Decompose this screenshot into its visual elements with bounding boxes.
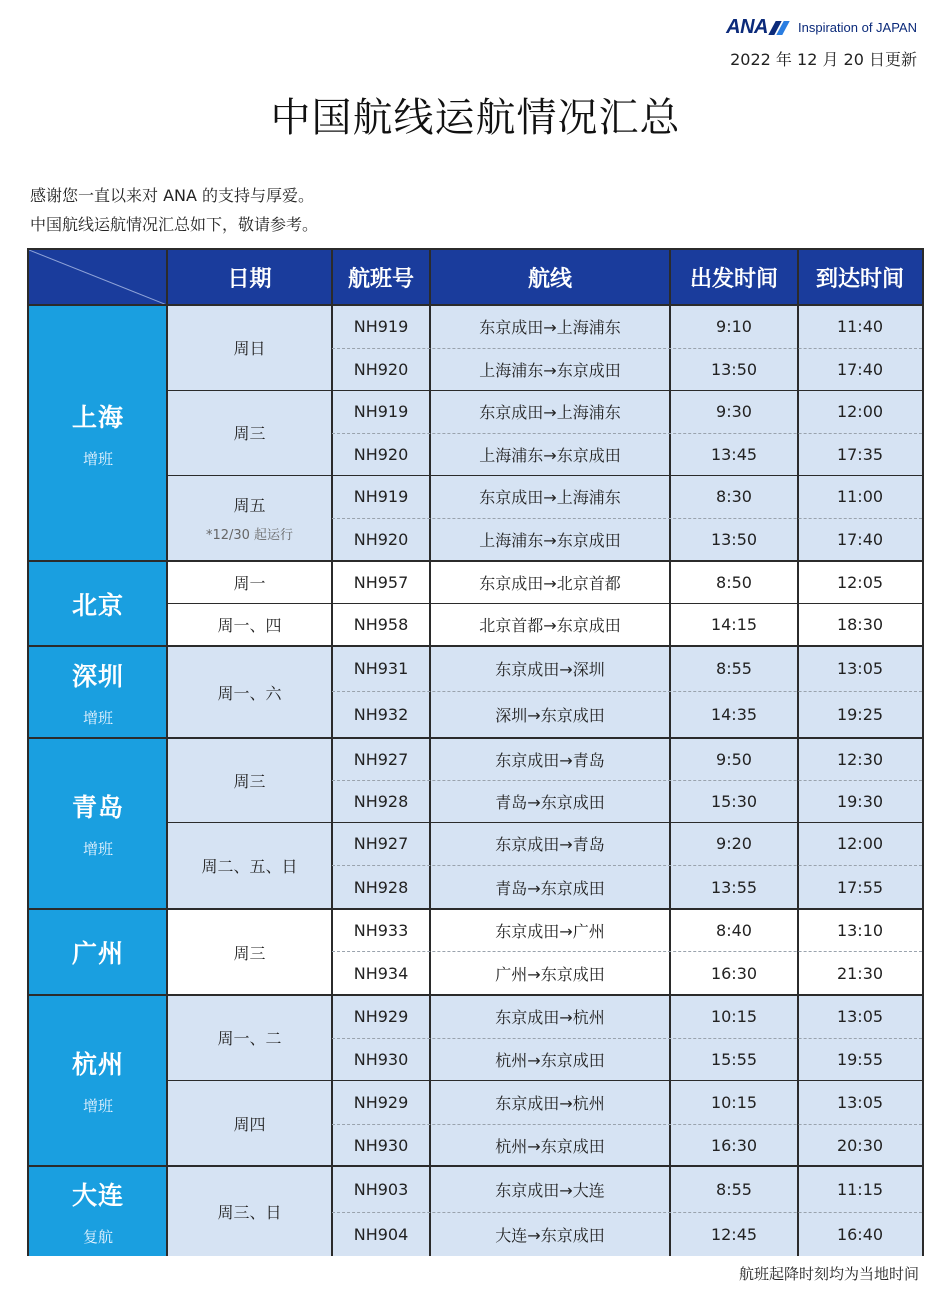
- departure-time-cell: 15:55: [670, 1038, 798, 1080]
- column-header: 航线: [430, 250, 670, 305]
- logo-wordmark: ANA: [726, 16, 769, 38]
- flight-number-cell: NH929: [332, 995, 430, 1038]
- departure-time-cell: 10:15: [670, 995, 798, 1038]
- logo-tagline: Inspiration of JAPAN: [798, 20, 917, 35]
- day-label: 周四: [233, 1114, 266, 1134]
- row-divider: [332, 780, 922, 781]
- flight-number-cell: NH927: [332, 822, 430, 865]
- departure-time-cell: 8:30: [670, 475, 798, 518]
- day-cell: [167, 475, 332, 561]
- route-cell: 东京成田→上海浦东: [430, 475, 670, 518]
- arrival-time-cell: 21:30: [798, 951, 922, 995]
- day-label: 周二、五、日: [201, 857, 298, 876]
- intro-line-1: 感谢您一直以来对 ANA 的支持与厚爱。: [30, 186, 315, 205]
- flight-number-cell: NH920: [332, 433, 430, 475]
- departure-time-cell: 16:30: [670, 1124, 798, 1166]
- city-name: 杭州: [71, 1050, 124, 1079]
- arrival-time-cell: 12:30: [798, 738, 922, 780]
- departure-time-cell: 9:20: [670, 822, 798, 865]
- city-cell: [29, 738, 167, 909]
- day-label: 周三: [233, 424, 266, 443]
- city-divider: [29, 737, 922, 739]
- city-cell: [29, 561, 167, 646]
- city-cell: [29, 305, 167, 561]
- city-tag: 增班: [82, 449, 113, 468]
- arrival-time-cell: 17:40: [798, 518, 922, 561]
- day-cell: [167, 1080, 332, 1166]
- day-label: 周三、日: [217, 1202, 282, 1222]
- day-note: *12/30 起运行: [205, 528, 294, 543]
- schedule-table: [27, 248, 924, 1256]
- departure-time-cell: 9:50: [670, 738, 798, 780]
- day-divider: [167, 390, 922, 391]
- day-divider: [167, 1080, 922, 1081]
- day-cell: [167, 390, 332, 475]
- city-cell: [29, 909, 167, 995]
- arrival-time-cell: 13:05: [798, 1080, 922, 1124]
- column-divider: [669, 250, 671, 1256]
- header-corner: [29, 250, 167, 305]
- route-cell: 东京成田→北京首都: [430, 561, 670, 603]
- departure-time-cell: 13:55: [670, 865, 798, 909]
- route-cell: 上海浦东→东京成田: [430, 433, 670, 475]
- departure-time-cell: 15:30: [670, 780, 798, 822]
- departure-time-cell: 8:55: [670, 1166, 798, 1212]
- departure-time-cell: 8:50: [670, 561, 798, 603]
- city-cell: [29, 1166, 167, 1256]
- departure-time-cell: 13:45: [670, 433, 798, 475]
- column-divider: [797, 250, 799, 1256]
- city-divider: [29, 994, 922, 996]
- route-cell: 深圳→东京成田: [430, 691, 670, 738]
- row-divider: [332, 691, 922, 692]
- city-divider: [29, 645, 922, 647]
- route-cell: 东京成田→杭州: [430, 1080, 670, 1124]
- flight-number-cell: NH929: [332, 1080, 430, 1124]
- route-cell: 青岛→东京成田: [430, 865, 670, 909]
- column-divider: [166, 250, 168, 1256]
- arrival-time-cell: 20:30: [798, 1124, 922, 1166]
- day-cell: [167, 909, 332, 995]
- city-divider: [29, 908, 922, 910]
- day-label: 周一、二: [217, 1029, 282, 1048]
- route-cell: 东京成田→深圳: [430, 646, 670, 691]
- arrival-time-cell: 12:05: [798, 561, 922, 603]
- flight-number-cell: NH920: [332, 518, 430, 561]
- city-name: 大连: [71, 1180, 124, 1210]
- flight-number-cell: NH927: [332, 738, 430, 780]
- day-cell: [167, 738, 332, 822]
- departure-time-cell: 10:15: [670, 1080, 798, 1124]
- footnote: 航班起降时刻均为当地时间: [738, 1265, 919, 1283]
- day-cell: [167, 822, 332, 909]
- day-label: 周一: [233, 573, 266, 593]
- arrival-time-cell: 17:35: [798, 433, 922, 475]
- flight-number-cell: NH919: [332, 305, 430, 348]
- departure-time-cell: 13:50: [670, 348, 798, 390]
- day-label: 周一、六: [217, 683, 282, 703]
- day-label: 周一、四: [217, 616, 282, 635]
- route-cell: 东京成田→青岛: [430, 822, 670, 865]
- city-cell: [29, 646, 167, 738]
- flight-number-cell: NH928: [332, 780, 430, 822]
- day-cell: [167, 995, 332, 1080]
- arrival-time-cell: 17:55: [798, 865, 922, 909]
- row-divider: [332, 865, 922, 866]
- city-tag: 增班: [82, 840, 113, 858]
- row-divider: [332, 348, 922, 349]
- row-divider: [332, 951, 922, 952]
- flight-number-cell: NH930: [332, 1124, 430, 1166]
- city-tag: 增班: [82, 708, 113, 727]
- flight-number-cell: NH919: [332, 475, 430, 518]
- ana-logo: [726, 16, 917, 39]
- arrival-time-cell: 19:25: [798, 691, 922, 738]
- row-divider: [332, 433, 922, 434]
- day-divider: [167, 475, 922, 476]
- day-cell: [167, 1166, 332, 1256]
- departure-time-cell: 14:15: [670, 603, 798, 646]
- intro-line-2: 中国航线运航情况汇总如下，敬请参考。: [30, 215, 319, 234]
- city-name: 上海: [71, 402, 124, 432]
- route-cell: 东京成田→大连: [430, 1166, 670, 1212]
- departure-time-cell: 12:45: [670, 1212, 798, 1256]
- route-cell: 东京成田→杭州: [430, 995, 670, 1038]
- row-divider: [332, 1124, 922, 1125]
- departure-time-cell: 8:55: [670, 646, 798, 691]
- flight-number-cell: NH934: [332, 951, 430, 995]
- flight-number-cell: NH930: [332, 1038, 430, 1080]
- route-cell: 东京成田→广州: [430, 909, 670, 951]
- day-cell: [167, 305, 332, 390]
- arrival-time-cell: 13:05: [798, 646, 922, 691]
- day-label: 周三: [233, 771, 266, 791]
- flight-number-cell: NH957: [332, 561, 430, 603]
- flight-number-cell: NH919: [332, 390, 430, 433]
- flight-number-cell: NH933: [332, 909, 430, 951]
- route-cell: 大连→东京成田: [430, 1212, 670, 1256]
- route-cell: 青岛→东京成田: [430, 780, 670, 822]
- city-divider: [29, 1165, 922, 1167]
- arrival-time-cell: 19:55: [798, 1038, 922, 1080]
- column-header: 日期: [167, 250, 332, 305]
- route-cell: 杭州→东京成田: [430, 1038, 670, 1080]
- route-cell: 东京成田→上海浦东: [430, 390, 670, 433]
- route-cell: 东京成田→上海浦东: [430, 305, 670, 348]
- row-divider: [332, 518, 922, 519]
- departure-time-cell: 14:35: [670, 691, 798, 738]
- day-label: 周日: [233, 339, 266, 358]
- flight-number-cell: NH928: [332, 865, 430, 909]
- day-label: 周五: [233, 496, 266, 515]
- route-cell: 广州→东京成田: [430, 951, 670, 995]
- arrival-time-cell: 13:10: [798, 909, 922, 951]
- updated-date: 2022 年 12 月 20 日更新: [730, 50, 917, 69]
- flight-number-cell: NH958: [332, 603, 430, 646]
- day-cell: [167, 603, 332, 646]
- departure-time-cell: 16:30: [670, 951, 798, 995]
- day-divider: [167, 603, 922, 604]
- departure-time-cell: 8:40: [670, 909, 798, 951]
- page-title: 中国航线运航情况汇总: [270, 95, 681, 141]
- day-label: 周三: [233, 943, 266, 963]
- flight-number-cell: NH904: [332, 1212, 430, 1256]
- city-tag: 复航: [82, 1227, 113, 1246]
- arrival-time-cell: 12:00: [798, 822, 922, 865]
- column-header: 航班号: [332, 250, 430, 305]
- arrival-time-cell: 17:40: [798, 348, 922, 390]
- route-cell: 上海浦东→东京成田: [430, 348, 670, 390]
- city-divider: [29, 560, 922, 562]
- departure-time-cell: 9:30: [670, 390, 798, 433]
- day-cell: [167, 561, 332, 603]
- city-name: 北京: [71, 590, 124, 620]
- logo-stripes-icon: [772, 21, 792, 35]
- city-name: 青岛: [71, 793, 124, 822]
- arrival-time-cell: 11:00: [798, 475, 922, 518]
- city-divider: [29, 304, 922, 306]
- departure-time-cell: 13:50: [670, 518, 798, 561]
- flight-number-cell: NH931: [332, 646, 430, 691]
- city-tag: 增班: [82, 1097, 113, 1115]
- column-divider: [331, 250, 333, 1256]
- day-cell: [167, 646, 332, 738]
- corner-diagonal-line: [29, 250, 167, 305]
- row-divider: [332, 1212, 922, 1213]
- arrival-time-cell: 18:30: [798, 603, 922, 646]
- city-name: 深圳: [71, 661, 124, 691]
- route-cell: 上海浦东→东京成田: [430, 518, 670, 561]
- day-divider: [167, 822, 922, 823]
- route-cell: 东京成田→青岛: [430, 738, 670, 780]
- column-header: 到达时间: [798, 250, 922, 305]
- route-cell: 杭州→东京成田: [430, 1124, 670, 1166]
- arrival-time-cell: 13:05: [798, 995, 922, 1038]
- city-cell: [29, 995, 167, 1166]
- row-divider: [332, 1038, 922, 1039]
- arrival-time-cell: 11:40: [798, 305, 922, 348]
- city-name: 广州: [71, 939, 124, 968]
- arrival-time-cell: 11:15: [798, 1166, 922, 1212]
- departure-time-cell: 9:10: [670, 305, 798, 348]
- flight-number-cell: NH903: [332, 1166, 430, 1212]
- flight-number-cell: NH932: [332, 691, 430, 738]
- arrival-time-cell: 12:00: [798, 390, 922, 433]
- flight-number-cell: NH920: [332, 348, 430, 390]
- route-cell: 北京首都→东京成田: [430, 603, 670, 646]
- column-divider: [429, 250, 431, 1256]
- arrival-time-cell: 19:30: [798, 780, 922, 822]
- arrival-time-cell: 16:40: [798, 1212, 922, 1256]
- column-header: 出发时间: [670, 250, 798, 305]
